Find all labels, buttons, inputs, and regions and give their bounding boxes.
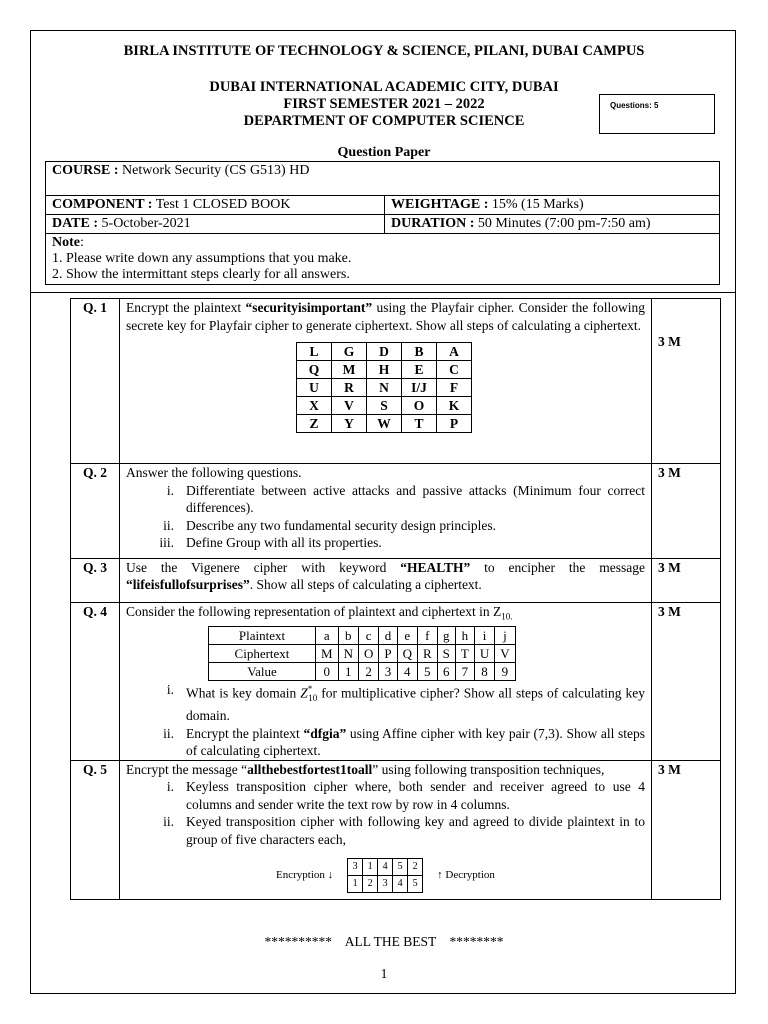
table-cell: 1 [338, 662, 358, 680]
plaintext-label: Plaintext [209, 626, 316, 644]
course-label: COURSE : [52, 163, 119, 178]
grid-cell: Y [332, 415, 367, 433]
table-cell: b [338, 626, 358, 644]
table-cell: j [495, 626, 515, 644]
table-cell: 7 [455, 662, 474, 680]
q4-text-sub: 10. [501, 611, 513, 622]
table-cell: O [358, 644, 378, 662]
separator-line [30, 292, 736, 293]
table-cell: R [417, 644, 437, 662]
paper-title: Question Paper [337, 145, 431, 160]
q4-item-2-c: using Affine cipher with key pair (7,3). Show all steps of calculating ciphertext. [186, 725, 646, 759]
grid-cell: K [437, 397, 472, 415]
grid-cell: X [297, 397, 332, 415]
footer-all-the-best: ********** ALL THE BEST ******** [264, 934, 504, 949]
q5-item-1-text: Keyless transposition cipher where, both sender and receiver agreed to use 4 columns and sender write the text row by row in 4 columns. [186, 779, 645, 812]
q4-item-1-b: for multiplicative cipher? Show all steps of calculating key domain. [186, 685, 646, 724]
date-row [46, 215, 719, 234]
weightage-value: 15% (15 Marks) [488, 197, 584, 212]
key-cell: 5 [393, 859, 408, 876]
duration-value: 50 Minutes (7:00 pm-7:50 am) [474, 216, 651, 231]
grid-cell: N [367, 379, 402, 397]
q4-item-1-text [186, 681, 645, 725]
q2-marks: 3 M [652, 464, 721, 559]
grid-cell: Z [297, 415, 332, 433]
key-cell: 5 [408, 876, 423, 893]
q4-item-2-a: Encrypt the plaintext [186, 725, 304, 741]
key-cell: 2 [363, 876, 378, 893]
component-label: COMPONENT : [52, 197, 153, 212]
page-number: 1 [380, 966, 388, 981]
transposition-key-table [347, 858, 423, 893]
q4-item-1-a: What is key domain [186, 685, 301, 701]
grid-cell: C [437, 361, 472, 379]
q2-item-3 [134, 534, 645, 558]
key-cell: 4 [393, 876, 408, 893]
q5-text-a: Encrypt the message “ [126, 761, 248, 777]
z-sup: * [307, 683, 313, 694]
question-row-2 [71, 464, 721, 559]
date-value: 5-October-2021 [98, 216, 191, 231]
table-cell: S [437, 644, 455, 662]
question-row-5 [71, 760, 721, 900]
key-cell: 1 [348, 876, 363, 893]
q5-item-2-num: ii. [163, 814, 174, 830]
transposition-key-diagram [276, 858, 645, 893]
q4-marks: 3 M [652, 602, 721, 760]
q1-text-c: using the Playfair cipher. Consider the following secrete key for Playfair cipher to generate ciphertext. Show all steps of calculating a ciphertext. [126, 300, 646, 333]
key-cell: 3 [348, 859, 363, 876]
table-cell: i [474, 626, 494, 644]
course-value: Network Security (CS G513) HD [118, 163, 310, 178]
q3-text-e: . Show all steps of calculating a ciphertext. [249, 577, 482, 592]
table-cell: h [455, 626, 474, 644]
plaintext-row [209, 626, 516, 644]
q1-number: Q. 1 [71, 299, 120, 464]
q4-item-2-num: ii. [163, 725, 174, 741]
q2-text: Answer the following questions. [126, 465, 302, 480]
ciphertext-label: Ciphertext [209, 644, 316, 662]
q1-plaintext: “securityisimportant” [245, 300, 373, 315]
department-line: DEPARTMENT OF COMPUTER SCIENCE [243, 113, 525, 129]
note-1: 1. Please write down any assumptions that you make. [52, 251, 352, 266]
table-cell: 9 [495, 662, 515, 680]
q2-item-1-num: i. [166, 482, 174, 498]
table-cell: N [338, 644, 358, 662]
q2-number: Q. 2 [71, 464, 120, 559]
table-cell: M [316, 644, 339, 662]
table-cell: a [316, 626, 339, 644]
q3-keyword: “HEALTH” [400, 559, 471, 575]
grid-cell: Q [297, 361, 332, 379]
weightage-label: WEIGHTAGE : [391, 197, 489, 212]
grid-cell: T [402, 415, 437, 433]
z10-mapping-table [208, 626, 516, 681]
table-cell: 0 [316, 662, 339, 680]
note-row [46, 234, 719, 284]
grid-cell: S [367, 397, 402, 415]
grid-cell: E [402, 361, 437, 379]
playfair-key-grid [296, 342, 472, 433]
question-row-3 [71, 558, 721, 602]
q5-item-2-text: Keyed transposition cipher with following key and agreed to divide plaintext in to group of five characters each, [186, 814, 645, 847]
grid-cell: D [367, 343, 402, 361]
decryption-label: ↑ Decryption [437, 869, 495, 882]
q3-marks: 3 M [652, 558, 721, 602]
note-2: 2. Show the intermittant steps clearly for all answers. [52, 267, 350, 282]
value-label: Value [209, 662, 316, 680]
q1-marks: 3 M [652, 299, 721, 464]
value-row [209, 662, 516, 680]
q4-item-2-text [186, 725, 645, 760]
key-cell: 2 [408, 859, 423, 876]
q5-number: Q. 5 [71, 760, 120, 900]
grid-cell: I/J [402, 379, 437, 397]
grid-cell: L [297, 343, 332, 361]
grid-cell: R [332, 379, 367, 397]
grid-cell: W [367, 415, 402, 433]
q3-message: “lifeisfullofsurprises” [126, 577, 250, 592]
q4-text: Consider the following representation of plaintext and ciphertext in Z [126, 603, 502, 619]
q4-item-2 [134, 725, 645, 760]
grid-cell: G [332, 343, 367, 361]
q1-body [120, 299, 652, 464]
q3-text-c: to encipher the message [470, 559, 646, 575]
table-cell: f [417, 626, 437, 644]
questions-table [70, 298, 721, 900]
q4-number: Q. 4 [71, 602, 120, 760]
table-cell: g [437, 626, 455, 644]
z-sub: 10 [308, 692, 318, 703]
course-row [46, 162, 719, 196]
grid-cell: H [367, 361, 402, 379]
course-info-table [45, 161, 720, 285]
ciphertext-row [209, 644, 516, 662]
key-cell: 4 [378, 859, 393, 876]
semester-line: FIRST SEMESTER 2021 – 2022 [283, 96, 485, 112]
table-cell: d [379, 626, 397, 644]
q2-item-3-text: Define Group with all its properties. [186, 535, 382, 550]
table-cell: e [397, 626, 417, 644]
q4-body [120, 602, 652, 760]
duration-label: DURATION : [391, 216, 475, 231]
table-cell: 6 [437, 662, 455, 680]
q3-number: Q. 3 [71, 558, 120, 602]
q1-text-a: Encrypt the plaintext [126, 300, 246, 315]
q2-item-2-text: Describe any two fundamental security design principles. [186, 517, 497, 533]
component-value: Test 1 CLOSED BOOK [152, 197, 291, 212]
q4-item-2-plaintext: “dfgia” [303, 725, 347, 741]
key-cell: 1 [363, 859, 378, 876]
grid-cell: V [332, 397, 367, 415]
q5-item-1-num: i. [166, 779, 174, 795]
table-cell: P [379, 644, 397, 662]
date-label: DATE : [52, 216, 99, 231]
question-row-1 [71, 299, 721, 464]
q2-item-1 [134, 482, 645, 517]
z-symbol: Z [300, 685, 308, 701]
encryption-label: Encryption ↓ [276, 869, 334, 882]
grid-cell: B [402, 343, 437, 361]
q3-text-a: Use the Vigenere cipher with keyword [126, 559, 401, 575]
q4-item-1 [134, 681, 645, 725]
q2-item-2 [134, 517, 645, 535]
q5-item-2 [134, 813, 645, 848]
questions-count-box: Questions: 5 [599, 94, 715, 134]
grid-cell: P [437, 415, 472, 433]
key-cell: 3 [378, 876, 393, 893]
table-cell: V [495, 644, 515, 662]
table-cell: 5 [417, 662, 437, 680]
table-cell: 2 [358, 662, 378, 680]
table-cell: 3 [379, 662, 397, 680]
table-cell: T [455, 644, 474, 662]
q5-item-1 [134, 778, 645, 813]
q2-item-2-num: ii. [163, 517, 174, 533]
grid-cell: U [297, 379, 332, 397]
city-line: DUBAI INTERNATIONAL ACADEMIC CITY, DUBAI [209, 79, 559, 95]
grid-cell: M [332, 361, 367, 379]
component-row [46, 196, 719, 215]
note-label: Note [52, 235, 80, 250]
institute-name: BIRLA INSTITUTE OF TECHNOLOGY & SCIENCE, PILANI, DUBAI CAMPUS [123, 43, 645, 59]
q3-body [120, 558, 652, 602]
grid-cell: F [437, 379, 472, 397]
note-colon: : [80, 235, 84, 250]
table-cell: 8 [474, 662, 494, 680]
table-cell: 4 [397, 662, 417, 680]
grid-cell: O [402, 397, 437, 415]
q2-body [120, 464, 652, 559]
q2-item-1-text: Differentiate between active attacks and passive attacks (Minimum four correct differences). [186, 482, 645, 515]
table-cell: U [474, 644, 494, 662]
table-cell: Q [397, 644, 417, 662]
grid-cell: A [437, 343, 472, 361]
q2-item-3-num: iii. [159, 535, 174, 550]
q5-body [120, 760, 652, 900]
question-row-4 [71, 602, 721, 760]
q4-item-1-num: i. [166, 681, 174, 697]
table-cell: c [358, 626, 378, 644]
q5-text [126, 761, 645, 779]
q5-text-c: ” using following transposition techniques, [372, 761, 605, 777]
q5-message: allthebestfortest1toall [247, 761, 373, 777]
q5-marks: 3 M [652, 760, 721, 900]
